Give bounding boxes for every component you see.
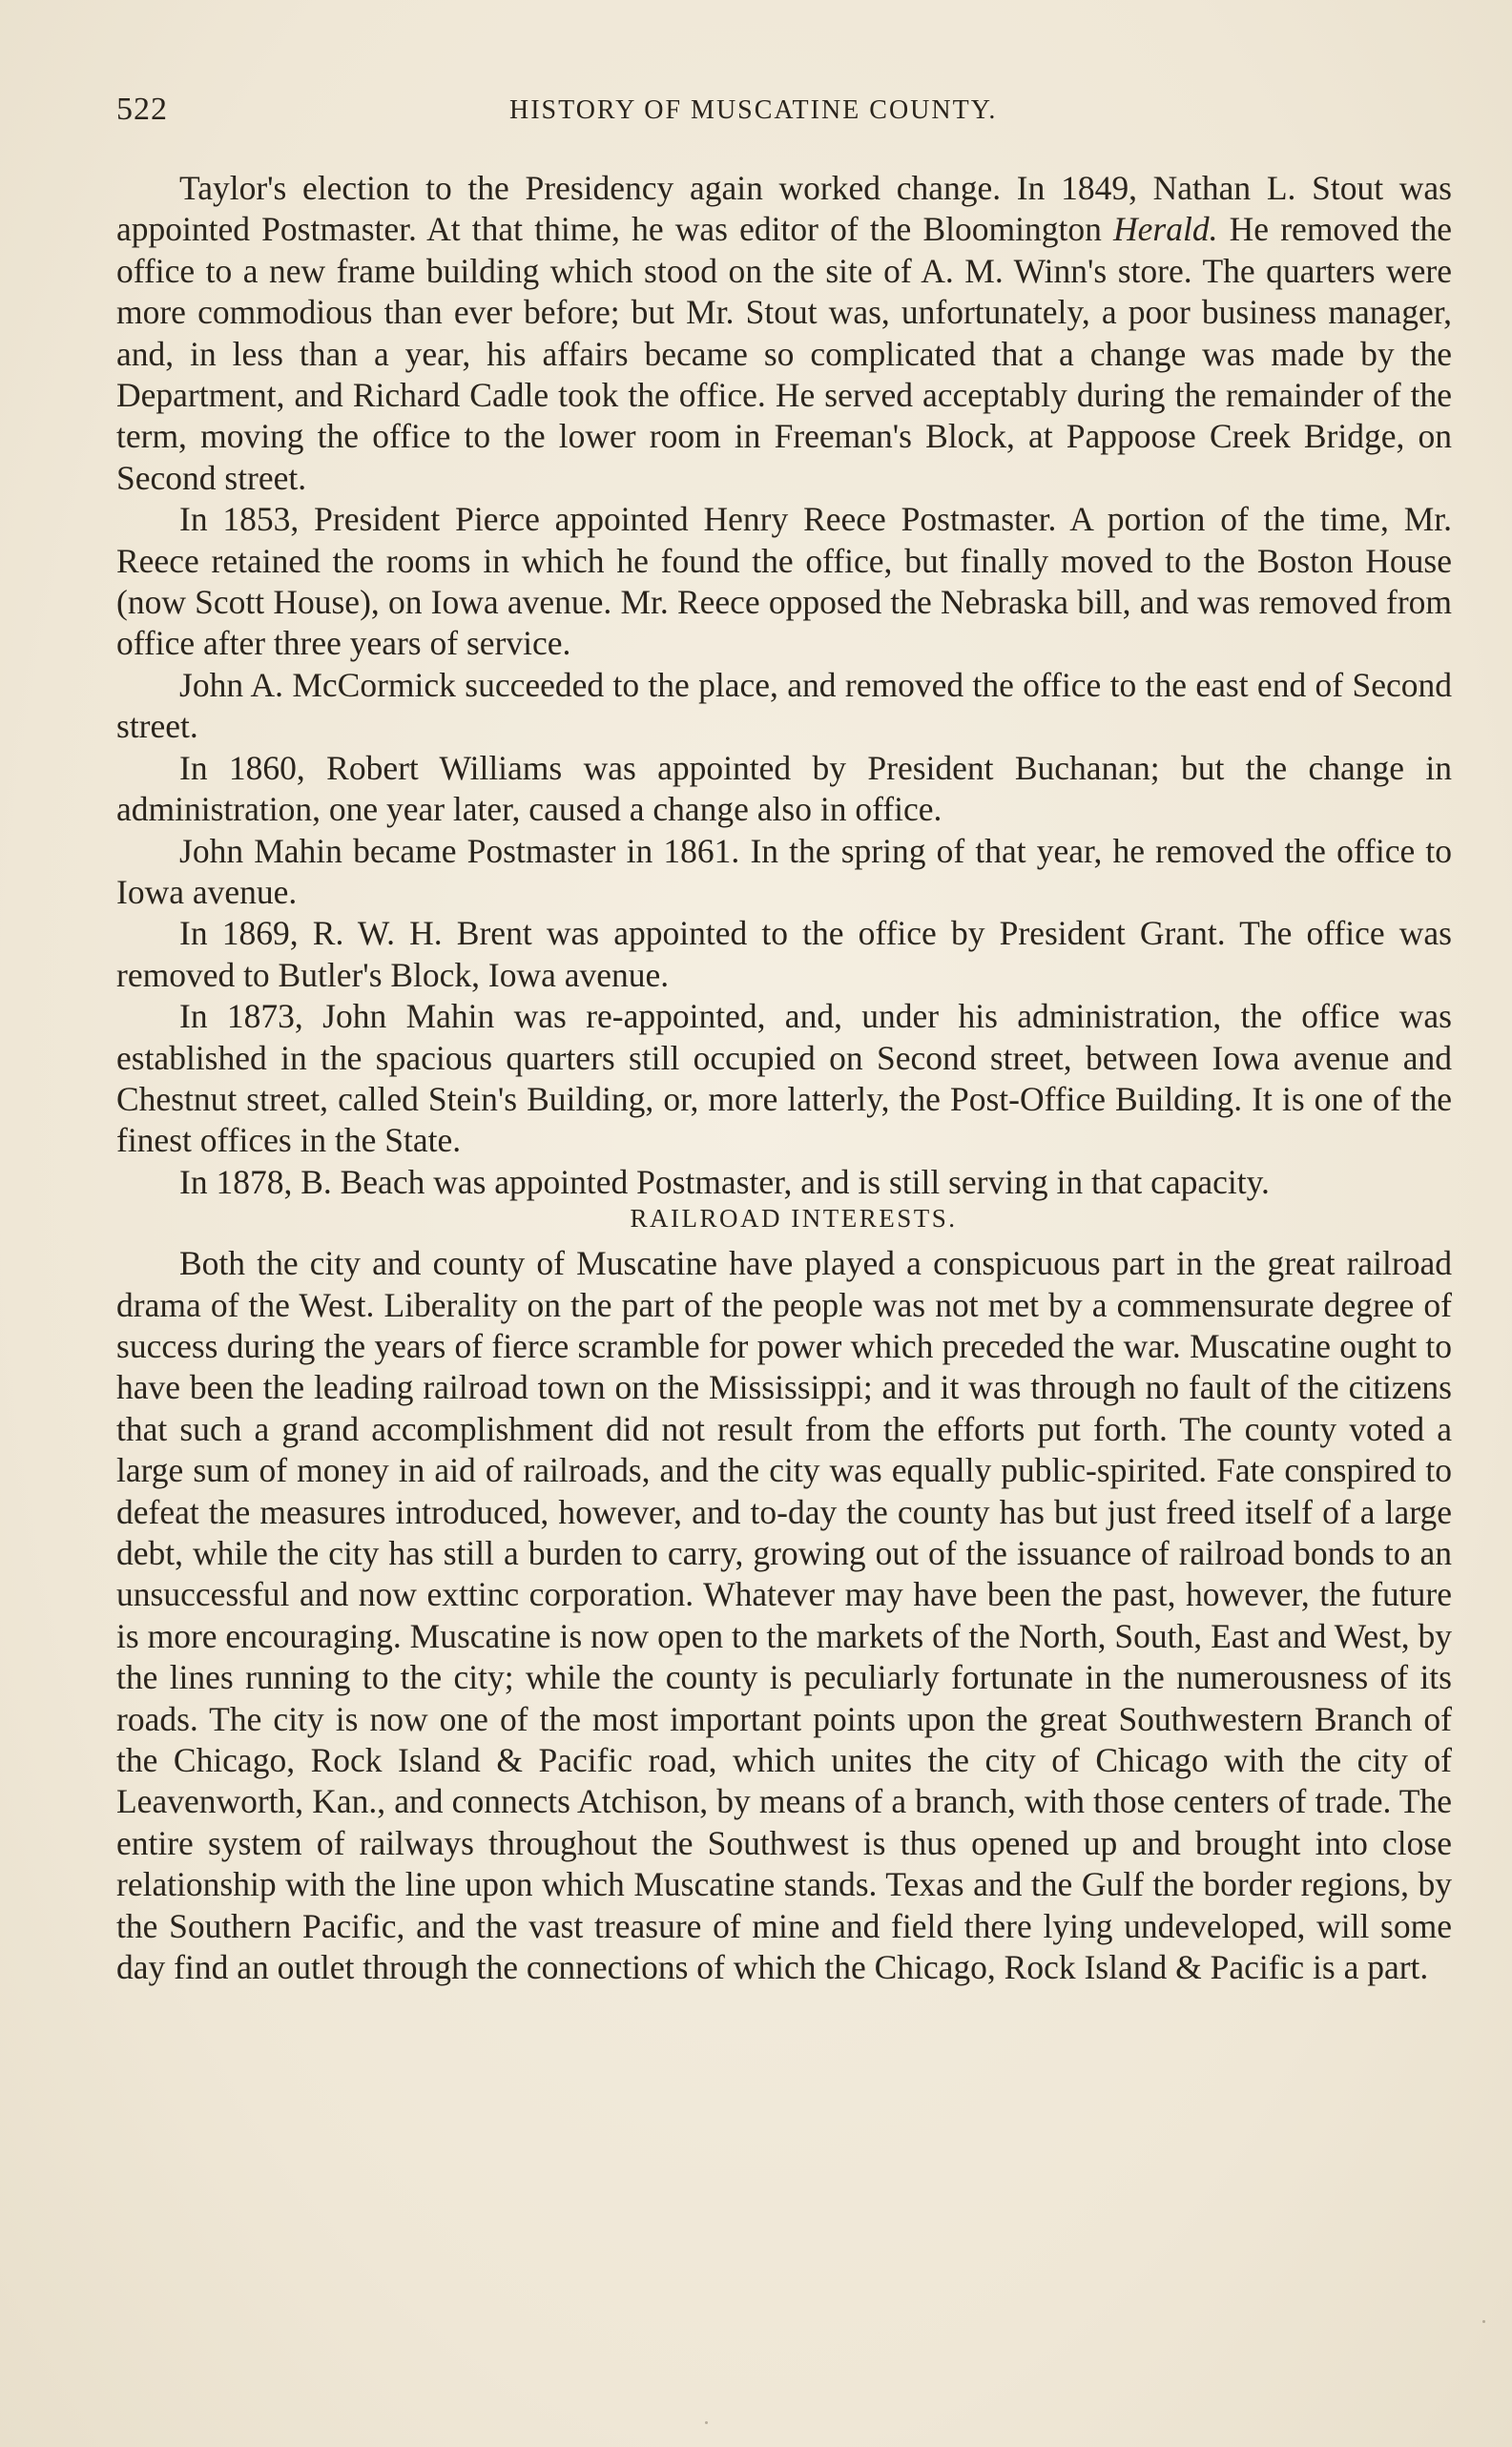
paragraph-1860: In 1860, Robert Williams was appointed by President Buchanan; but the change in administration, one year later, caused a change also in office. [116,748,1452,829]
page-number: 522 [116,92,168,127]
running-header [116,92,1452,130]
paragraph-mccormick: John A. McCormick succeeded to the place, and removed the office to the east end of Second street. [116,665,1452,746]
paragraph-1878: In 1878, B. Beach was appointed Postmaster, and is still serving in that capacity. [179,1162,1270,1201]
paragraph-taylor-election [116,168,1452,499]
paragraph-text: Taylor's election to the Presidency again worked change. In 1849, Nathan L. Stout was appointed Postmaster. At that thime, he was editor of the Bloomington [116,169,1452,249]
paper-speck [705,2421,708,2424]
paragraph-1869: In 1869, R. W. H. Brent was appointed to the office by President Grant. The office was removed to Butler's Block, Iowa avenue. [116,914,1452,994]
paragraph-1861: John Mahin became Postmaster in 1861. In the spring of that year, he removed the office to Iowa avenue. [116,831,1452,911]
paragraph-railroad-interests: Both the city and county of Muscatine have played a conspicuous part in the great railroad drama of the West. Liberality on the part of the people was not met by a commensurate degree of success during the years of fierce scramble for power which preceded the war. Muscatine ought to have been the leading railroad town on the Mississippi; and it was through no fault of the citizens that such a grand accomplishment did not result from the efforts put forth. The county voted a large sum of money in aid of railroads, and the city was equally public-spirited. Fate conspired to defeat the measures introduced, however, and to-day the county has but just freed itself of a large debt, while the city has still a burden to carry, growing out of the issuance of railroad bonds to an unsuccessful and now exttinc corporation. Whatever may have been the past, however, the future is more encouraging. Muscatine is now open to the markets of the North, South, East and West, by the lines running to the city; while the county is peculiarly fortunate in the numerousness of its roads. The city is now one of the most important points upon the great Southwestern Branch of the Chicago, Rock Island & Pacific road, which unites the city of Chicago with the city of Leavenworth, Kan., and connects Atchison, by means of a branch, with those centers of trade. The entire system of railways throughout the Southwest is thus opened up and brought into close relationship with the line upon which Muscatine stands. Texas and the Gulf the border regions, by the Southern Pacific, and the vast treasure of mine and field there lying undeveloped, will some day find an outlet through the connections of which the Chicago, Rock Island & Pacific is a part. [116,1244,1452,1987]
paragraph-text: He removed the office to a new frame building which stood on the site of A. M. Winn's store. The quarters were more commodious than ever before; but Mr. Stout was, unfortunately, a poor business manager, and, in less than a year, his affairs became so complicated that a change was made by the Department, and Richard Cadle took the office. He served acceptably during the remainder of the term, moving the office to the lower room in Freeman's Block, at Pappoose Creek Bridge, on Second street. [116,210,1452,497]
paper-speck [1482,2320,1485,2323]
newspaper-title: Herald. [1113,210,1218,249]
body-text [116,168,1452,1988]
paragraph-1873: In 1873, John Mahin was re-appointed, and, under his administration, the office was established in the spacious quarters still occupied on Second street, between Iowa avenue and Chestnut street, called Stein's Building, or, more latterly, the Post-Office Building. It is one of the finest offices in the State. [116,997,1452,1160]
section-heading: RAILROAD INTERESTS. [630,1204,958,1234]
running-title: HISTORY OF MUSCATINE COUNTY. [509,95,998,125]
paragraph-1853: In 1853, President Pierce appointed Henry Reece Postmaster. A portion of the time, Mr. Reece retained the rooms in which he found the office, but finally moved to the Boston House (now Scott House), on Iowa avenue. Mr. Reece opposed the Nebraska bill, and was removed from office after three years of service. [116,500,1452,663]
